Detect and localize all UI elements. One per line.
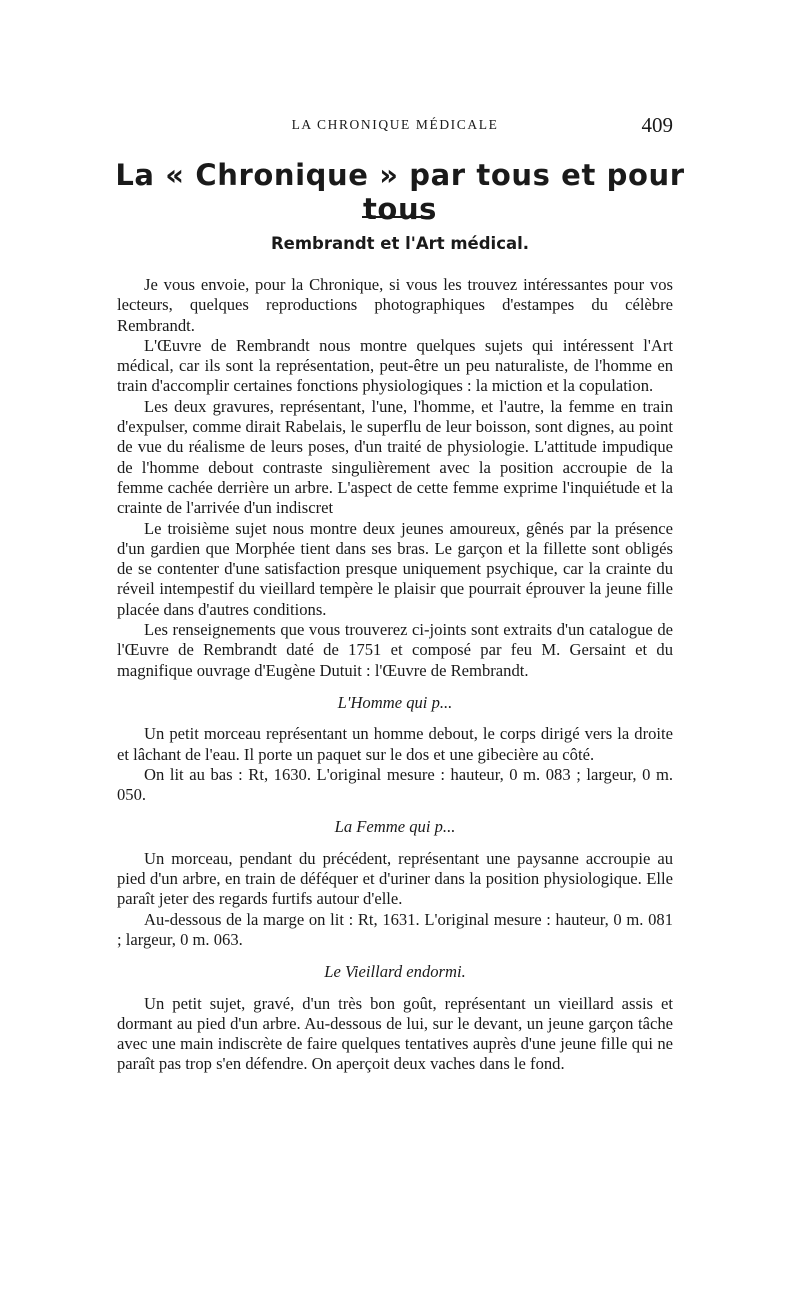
rubric-title: La « Chronique » par tous et pour tous xyxy=(115,158,685,226)
page-number: 409 xyxy=(641,113,673,137)
paragraph: Un morceau, pendant du précédent, représentant une paysanne accroupie au pied d'un arbre, en train de déféquer et d'uriner dans la position physiologique. Elle paraît jeter des regards furtifs autour d'elle. xyxy=(117,848,673,909)
paragraph: L'Œuvre de Rembrandt nous montre quelques sujets qui intéressent l'Art médical, car ils sont la représentation, peut-être un peu naturaliste, de l'homme en train d'accomplir certaines fonctions physiologiques : la miction et la copulation. xyxy=(117,335,673,396)
article-body xyxy=(117,275,673,1075)
title-divider xyxy=(362,216,432,218)
section-heading: La Femme qui p... xyxy=(334,817,456,837)
paragraph: Un petit sujet, gravé, d'un très bon goût, représentant un vieillard assis et dormant au pied d'un arbre. Au-dessous de lui, sur le devant, un jeune garçon tâche avec une main indiscrète de faire quelques tentatives auprès d'une jeune fille qui ne paraît pas trop s'en défendre. On aperçoit deux vaches dans le fond. xyxy=(117,993,673,1074)
article-title: Rembrandt et l'Art médical. xyxy=(270,234,530,253)
paragraph: Le troisième sujet nous montre deux jeunes amoureux, gênés par la présence d'un gardien que Morphée tient dans ses bras. Le garçon et la fillette sont obligés de se contenter d'une satisfaction presque uniquement psychique, car la crainte du réveil intempestif du vieillard tempère le plaisir que pourrait éprouver la jeune fille placée dans d'autres conditions. xyxy=(117,518,673,619)
paragraph: Un petit morceau représentant un homme debout, le corps dirigé vers la droite et lâchant de l'eau. Il porte un paquet sur le dos et une gibecière au côté. xyxy=(117,724,673,764)
section-heading: Le Vieillard endormi. xyxy=(324,962,466,982)
paragraph: Au-dessous de la marge on lit : Rt, 1631. L'original mesure : hauteur, 0 m. 081 ; largeur, 0 m. 063. xyxy=(117,909,673,949)
paragraph: Les deux gravures, représentant, l'une, l'homme, et l'autre, la femme en train d'expulser, comme dirait Rabelais, le superflu de leur boisson, sont dignes, au point de vue du réalisme de leurs poses, d'un traité de physiologie. L'attitude impudique de l'homme debout contraste singulièrement avec la position accroupie de la femme cachée derrière un arbre. L'aspect de cette femme exprime l'inquiétude et la crainte de l'arrivée d'un indiscret xyxy=(117,396,673,518)
paragraph: Les renseignements que vous trouverez ci-joints sont extraits d'un catalogue de l'Œuvre de Rembrandt daté de 1751 et composé par feu M. Gersaint et du magnifique ouvrage d'Eugène Dutuit : l'Œuvre de Rembrandt. xyxy=(117,620,673,680)
journal-name: LA CHRONIQUE MÉDICALE xyxy=(291,117,499,132)
section-heading: L'Homme qui p... xyxy=(337,692,453,712)
paragraph: On lit au bas : Rt, 1630. L'original mesure : hauteur, 0 m. 083 ; largeur, 0 m. 050. xyxy=(117,764,673,805)
paragraph: Je vous envoie, pour la Chronique, si vous les trouvez intéressantes pour vos lecteurs, quelques reproductions photographiques d'estampes du célèbre Rembrandt. xyxy=(117,275,673,335)
running-header xyxy=(117,113,673,137)
